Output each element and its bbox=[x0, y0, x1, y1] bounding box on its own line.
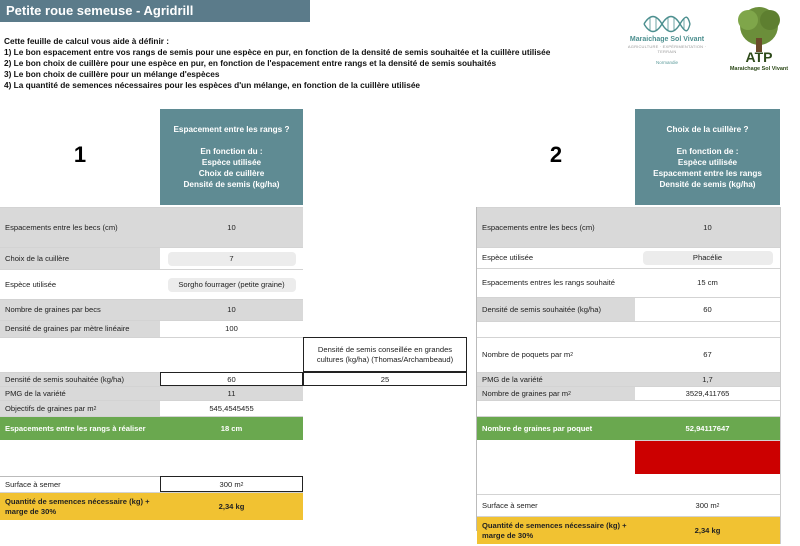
s2-surface-value-sup: 2 bbox=[716, 502, 720, 509]
s1-espece-cell bbox=[160, 269, 303, 299]
section2-header-line: Choix de la cuillère ? bbox=[666, 125, 749, 134]
s2-poquets-value: 67 bbox=[635, 337, 780, 372]
s2-graines-m2-label bbox=[477, 386, 635, 400]
s1-pmg-value: 11 bbox=[160, 386, 303, 400]
s1-objectif-label-text: Objectifs de graines par m bbox=[5, 403, 94, 413]
s1-densite-lineaire-value: 100 bbox=[160, 320, 303, 337]
s2-densite-souhaitee-label: Densité de semis souhaitée (kg/ha) bbox=[477, 297, 635, 321]
s1-objectif-label-sup: 2 bbox=[93, 405, 97, 412]
intro-line: 1) Le bon espacement entre vos rangs de semis pour une espèce en pur, en fonction de la densité de semis souhaitée et la cuillère utilisée bbox=[4, 47, 551, 57]
intro-line: Cette feuille de calcul vous aide à définir : bbox=[4, 36, 170, 46]
s1-surface-label: Surface à semer bbox=[0, 476, 160, 492]
section2-header-line: Espacement entre les rangs bbox=[653, 169, 762, 178]
section1-header bbox=[160, 109, 303, 205]
section2-number: 2 bbox=[549, 142, 563, 167]
s1-densite-souhaitee-label: Densité de semis souhaitée (kg/ha) bbox=[0, 372, 160, 386]
s1-densite-lineaire-label: Densité de graines par mètre linéaire bbox=[0, 320, 160, 337]
msv-logo bbox=[622, 8, 712, 88]
s1-quantite-value: 2,34 kg bbox=[160, 492, 303, 520]
s2-espece-select[interactable]: Phacélie bbox=[643, 251, 773, 265]
s2-quantite-label: Quantité de semences nécessaire (kg) + marge de 30% bbox=[477, 516, 635, 544]
intro-line: 4) La quantité de semences nécessaires pour les espèces d'un mélange, en fonction de la cuillère utilisée bbox=[4, 80, 421, 90]
s2-pmg-label: PMG de la variété bbox=[477, 372, 635, 386]
s2-result-label: Nombre de graines par poquet bbox=[477, 416, 635, 440]
s1-espece-select[interactable]: Sorgho fourrager (petite graine) bbox=[168, 278, 296, 292]
s1-densite-souhaitee-value[interactable]: 60 bbox=[160, 372, 303, 386]
dna-logo-icon bbox=[642, 14, 692, 34]
sheet-right-edge bbox=[780, 207, 781, 544]
s2-poquets-label-text: Nombre de poquets par m bbox=[482, 350, 571, 359]
s1-conseil-value: 25 bbox=[303, 372, 467, 386]
s2-surface-value-text: 300 m bbox=[695, 500, 717, 510]
s2-spacer-row-2 bbox=[477, 400, 780, 416]
s2-poquets-label bbox=[477, 337, 635, 372]
s2-graines-m2-label-text: Nombre de graines par m bbox=[482, 388, 569, 398]
s1-spacing-becs-label: Espacements entre les becs (cm) bbox=[0, 207, 160, 247]
s1-surface-value-text: 300 m bbox=[219, 479, 241, 489]
atp-logo bbox=[728, 4, 790, 84]
s1-quantite-label: Quantité de semences nécessaire (kg) + marge de 30% bbox=[0, 492, 160, 520]
sheet-title: Petite roue semeuse - Agridrill bbox=[0, 0, 310, 22]
msv-logo-name: Maraichage Sol Vivant bbox=[629, 36, 705, 43]
s2-graines-m2-label-sup: 2 bbox=[568, 390, 571, 397]
s1-cuillere-select[interactable]: 7 bbox=[168, 252, 296, 266]
s2-advice-note bbox=[635, 440, 780, 474]
intro-text bbox=[4, 36, 550, 91]
s2-espacement-rangs-value[interactable]: 15 cm bbox=[635, 268, 780, 297]
s1-result-value: 18 cm bbox=[160, 416, 303, 440]
s2-surface-label: Surface à semer bbox=[477, 494, 635, 516]
s2-graines-m2-value: 3529,411765 bbox=[635, 386, 780, 400]
section2-header-line bbox=[635, 135, 780, 146]
tree-logo-icon bbox=[728, 4, 790, 74]
section1-header-line bbox=[160, 135, 303, 146]
atp-logo-sub: Maraichage Sol Vivant bbox=[729, 66, 789, 72]
atp-logo-name: ATP bbox=[745, 49, 773, 65]
section1-header-line: En fonction du : bbox=[200, 147, 263, 156]
s2-pmg-value: 1,7 bbox=[635, 372, 780, 386]
s2-densite-souhaitee-value[interactable]: 60 bbox=[635, 297, 780, 321]
s1-espece-label: Espèce utilisée bbox=[0, 269, 160, 299]
section2-header bbox=[635, 109, 780, 205]
s2-spacing-becs-label: Espacements entre les becs (cm) bbox=[477, 207, 635, 247]
section2-header-line: Densité de semis (kg/ha) bbox=[659, 180, 756, 189]
s2-spacing-becs-value[interactable]: 10 bbox=[635, 207, 780, 247]
s1-surface-value-sup: 2 bbox=[240, 481, 244, 488]
s2-spacer-row bbox=[477, 321, 780, 337]
s2-espacement-rangs-label: Espacements entres les rangs souhaité bbox=[477, 268, 635, 297]
msv-logo-sub: AGRICULTURE · EXPÉRIMENTATION · TERRAIN bbox=[627, 44, 707, 54]
section1-number: 1 bbox=[73, 142, 87, 167]
section1-header-line: Espacement entre les rangs ? bbox=[173, 125, 290, 134]
s1-spacing-becs-value[interactable]: 10 bbox=[160, 207, 303, 247]
s1-pmg-label: PMG de la variété bbox=[0, 386, 160, 400]
s2-espece-label: Espèce utilisée bbox=[477, 247, 635, 268]
s2-result-value: 52,94117647 bbox=[635, 416, 780, 440]
s1-graines-becs-label: Nombre de graines par becs bbox=[0, 299, 160, 320]
s1-conseil-label: Densité de semis conseillée en grandes cultures (kg/ha) (Thomas/Archambeaud) bbox=[303, 337, 467, 372]
s2-espece-cell bbox=[635, 247, 780, 268]
s1-result-label: Espacements entre les rangs à réaliser bbox=[0, 416, 160, 440]
s1-cuillere-label: Choix de la cuillère bbox=[0, 247, 160, 269]
s1-surface-value[interactable] bbox=[160, 476, 303, 492]
section1-header-line: Espèce utilisée bbox=[201, 158, 262, 167]
section2-header-line: En fonction de : bbox=[676, 147, 739, 156]
section1-header-line: Choix de cuillère bbox=[198, 169, 265, 178]
intro-line: 2) Le bon choix de cuillère pour une espèce en pur, en fonction de l'espacement entre rangs et la densité de semis souhaités bbox=[4, 58, 497, 68]
s1-objectif-value: 545,4545455 bbox=[160, 400, 303, 416]
intro-line: 3) Le bon choix de cuillère pour un mélange d'espèces bbox=[4, 69, 220, 79]
s1-graines-becs-value[interactable]: 10 bbox=[160, 299, 303, 320]
s1-cuillere-cell bbox=[160, 247, 303, 269]
s2-surface-value[interactable] bbox=[635, 494, 780, 516]
s1-objectif-label bbox=[0, 400, 160, 416]
s2-poquets-label-sup: 2 bbox=[570, 352, 573, 358]
s2-quantite-value: 2,34 kg bbox=[635, 516, 780, 544]
s1-spacer-row bbox=[0, 337, 303, 372]
section1-header-line: Densité de semis (kg/ha) bbox=[183, 180, 280, 189]
section2-header-line: Espèce utilisée bbox=[677, 158, 738, 167]
msv-logo-region: Normandie bbox=[655, 60, 678, 65]
